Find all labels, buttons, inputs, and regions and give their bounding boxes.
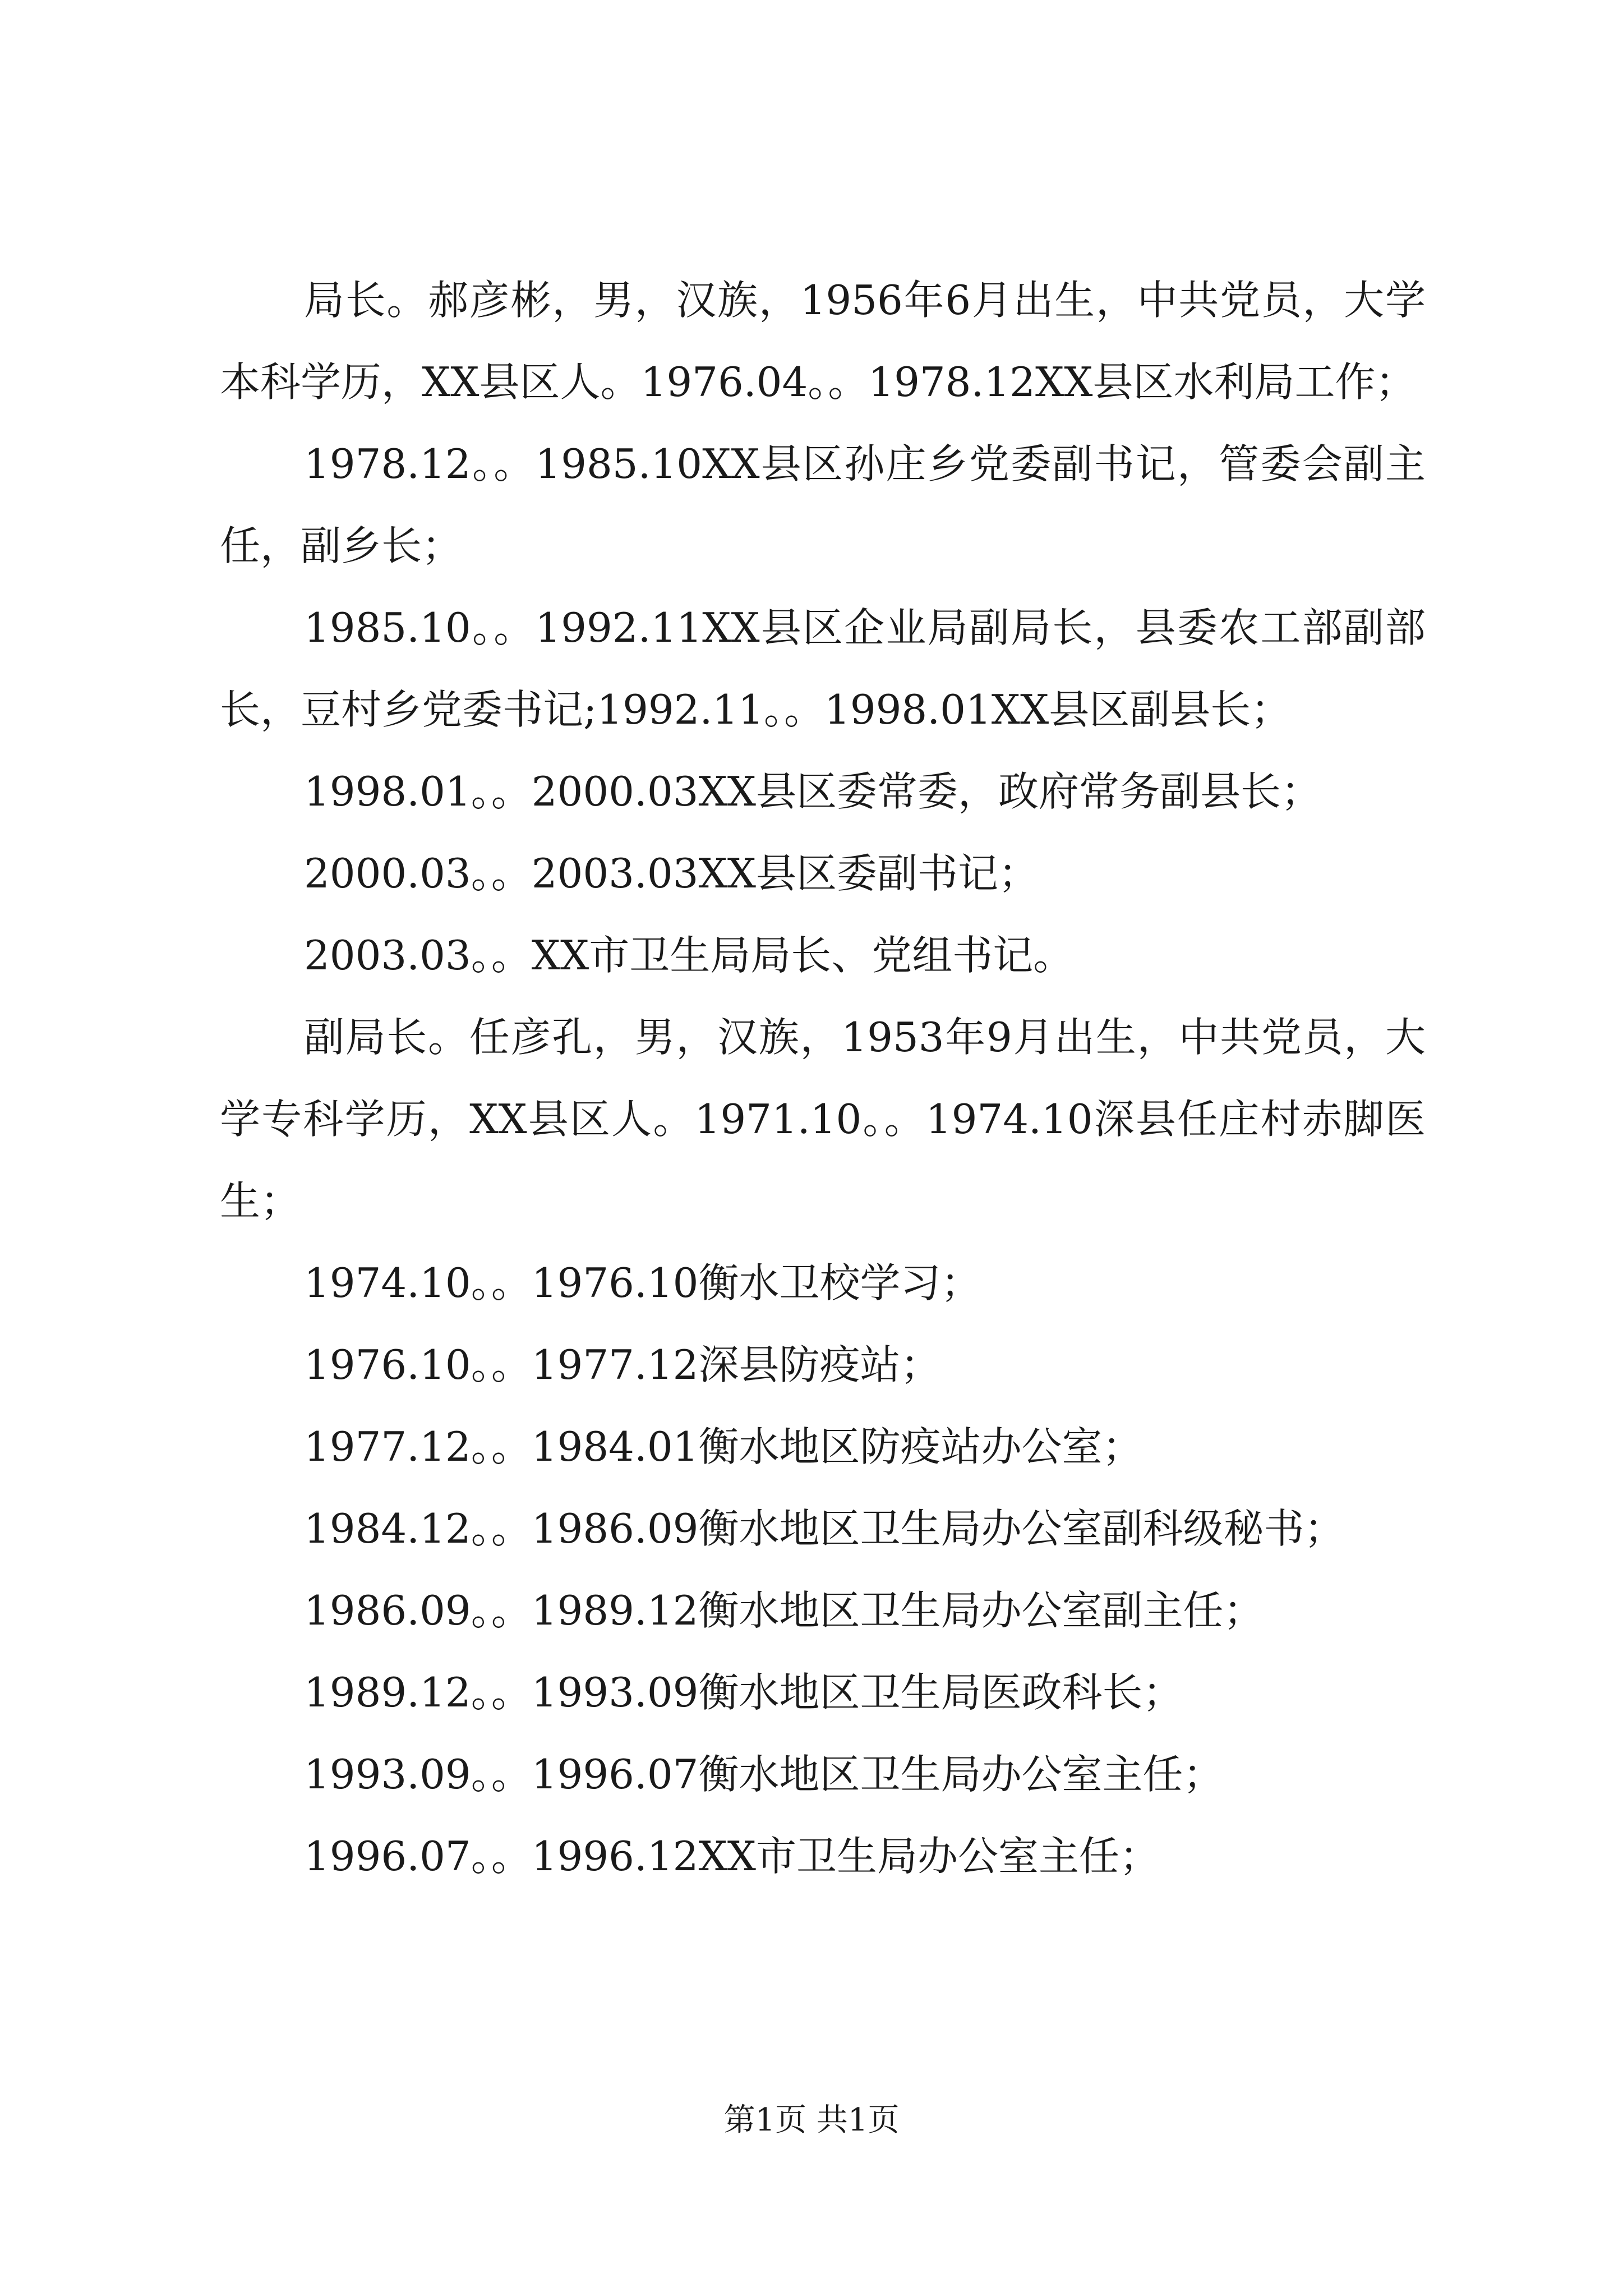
paragraph: 2003.03。。XX市卫生局局长、党组书记。 — [304, 932, 1074, 979]
page-number-label: 第1页 共1页 — [723, 2102, 900, 2138]
document-body — [220, 259, 1426, 1897]
paragraph: 1985.10。。1992.11XX县区企业局副局长，县委农工部副部长，豆村乡党委书记;1992.11。。1998.01XX县区副县长； — [220, 604, 1426, 733]
paragraph: 局长。郝彦彬，男，汉族，1956年6月出生，中共党员，大学本科学历，XX县区人。1976.04。。1978.12XX县区水利局工作； — [220, 277, 1426, 406]
page-footer — [0, 2098, 1623, 2143]
paragraph: 1986.09。。1989.12衡水地区卫生局办公室副主任； — [304, 1587, 1264, 1634]
paragraph: 1984.12。。1986.09衡水地区卫生局办公室副科级秘书； — [304, 1505, 1345, 1552]
paragraph: 2000.03。。2003.03XX县区委副书记； — [304, 850, 1039, 897]
paragraph: 1989.12。。1993.09衡水地区卫生局医政科长； — [304, 1669, 1183, 1716]
paragraph: 副局长。任彦孔，男，汉族，1953年9月出生，中共党员，大学专科学历，XX县区人。1971.10。。1974.10深县任庄村赤脚医生； — [220, 1014, 1426, 1225]
paragraph: 1996.07。。1996.12XX市卫生局办公室主任； — [304, 1833, 1160, 1880]
paragraph: 1993.09。。1996.07衡水地区卫生局办公室主任； — [304, 1751, 1224, 1798]
paragraph: 1998.01。。2000.03XX县区委常委，政府常务副县长； — [304, 768, 1321, 815]
paragraph: 1977.12。。1984.01衡水地区防疫站办公室； — [304, 1423, 1143, 1470]
paragraph: 1976.10。。1977.12深县防疫站； — [304, 1341, 941, 1388]
paragraph: 1974.10。。1976.10衡水卫校学习； — [304, 1259, 981, 1306]
paragraph: 1978.12。。1985.10XX县区孙庄乡党委副书记，管委会副主任，副乡长； — [220, 440, 1426, 569]
